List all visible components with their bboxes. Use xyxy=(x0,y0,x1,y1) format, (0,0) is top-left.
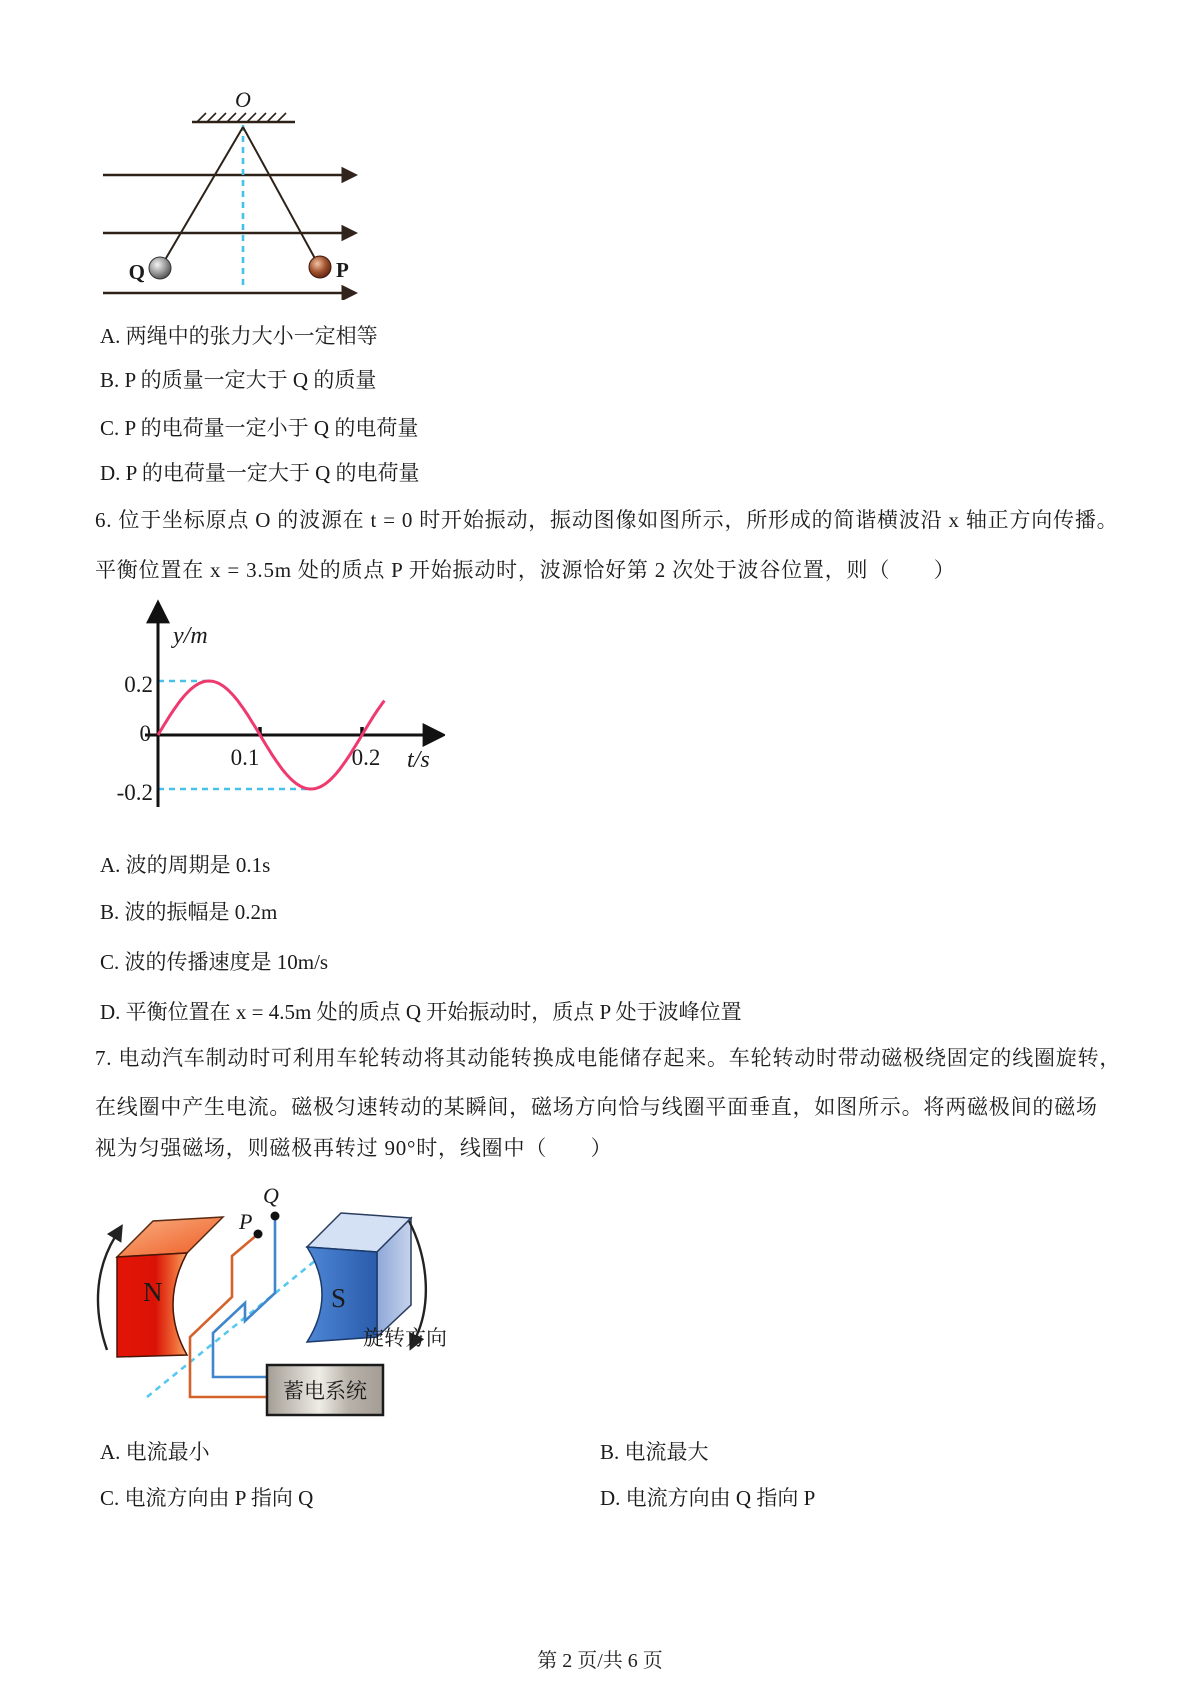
q6-stem-line1: 6. 位于坐标原点 O 的波源在 t = 0 时开始振动，振动图像如图所示，所形成的简谐横波沿 x 轴正方向传播。 xyxy=(95,508,1119,532)
ytick-02: 0.2 xyxy=(124,672,153,697)
q7-option-c: C. 电流方向由 P 指向 Q xyxy=(100,1486,314,1510)
q7-stem-line3: 视为匀强磁场，则磁极再转过 90°时，线圈中（ ） xyxy=(95,1136,613,1160)
q7-stem-line1: 7. 电动汽车制动时可利用车轮转动将其动能转换成电能储存起来。车轮转动时带动磁极绕固定的线圈旋转， xyxy=(95,1046,1122,1070)
s-pole-magnet xyxy=(307,1213,411,1342)
coil-wire-back xyxy=(213,1216,275,1377)
q5-option-c: C. P 的电荷量一定小于 Q 的电荷量 xyxy=(100,416,419,440)
ball-q-label: Q xyxy=(128,260,145,284)
string-left xyxy=(162,127,243,265)
vibration-graph xyxy=(95,595,445,810)
xtick-01: 0.1 xyxy=(230,745,260,770)
ytick-0: 0 xyxy=(139,721,151,746)
q5-option-d: D. P 的电荷量一定大于 Q 的电荷量 xyxy=(100,461,420,485)
coil-wire-front xyxy=(190,1234,268,1397)
q6-option-d: D. 平衡位置在 x = 4.5m 处的质点 Q 开始振动时，质点 P 处于波峰位置 xyxy=(100,1000,742,1024)
terminal-p-label: P xyxy=(239,1209,253,1234)
generator-diagram xyxy=(95,1185,480,1430)
string-right xyxy=(243,127,318,264)
storage-system-label: 蓄电系统 xyxy=(283,1379,367,1403)
t-axis-label: t/s xyxy=(407,747,430,773)
terminal-p-dot xyxy=(254,1230,263,1239)
ball-q xyxy=(149,257,171,279)
q7-option-d: D. 电流方向由 Q 指向 P xyxy=(600,1486,816,1510)
q6-stem-line2: 平衡位置在 x = 3.5m 处的质点 P 开始振动时，波源恰好第 2 次处于波谷位置，则（ ） xyxy=(95,558,956,582)
q6-option-b: B. 波的振幅是 0.2m xyxy=(100,900,278,924)
ceiling-hatch xyxy=(197,113,286,122)
q5-option-a: A. 两绳中的张力大小一定相等 xyxy=(100,324,378,348)
n-pole-label: N xyxy=(143,1277,163,1307)
terminal-q-label: Q xyxy=(263,1185,279,1208)
page-number-indicator: 第 2 页/共 6 页 xyxy=(537,1650,663,1672)
xtick-02: 0.2 xyxy=(351,745,381,770)
s-pole-label: S xyxy=(331,1283,347,1313)
q6-option-a: A. 波的周期是 0.1s xyxy=(100,853,271,877)
q5-option-b: B. P 的质量一定大于 Q 的质量 xyxy=(100,368,377,392)
ytick-neg02: -0.2 xyxy=(116,780,153,805)
q7-stem-line2: 在线圈中产生电流。磁极匀速转动的某瞬间，磁场方向恰与线圈平面垂直，如图所示。将两磁极间的磁场 xyxy=(95,1095,1098,1119)
pivot-label: O xyxy=(235,87,251,112)
terminal-q-dot xyxy=(271,1212,280,1221)
q6-option-c: C. 波的传播速度是 10m/s xyxy=(100,950,329,974)
q7-option-a: A. 电流最小 xyxy=(100,1440,210,1464)
rotation-direction-label: 旋转方向 xyxy=(363,1326,447,1350)
rotation-arrow-left xyxy=(98,1237,115,1350)
ball-p xyxy=(309,256,331,278)
n-pole-magnet xyxy=(117,1217,223,1357)
storage-system-box xyxy=(267,1365,383,1415)
q7-option-b: B. 电流最大 xyxy=(600,1440,709,1464)
pendulum-diagram xyxy=(95,85,365,300)
ball-p-label: P xyxy=(336,258,349,282)
y-axis-label: y/m xyxy=(173,623,208,649)
